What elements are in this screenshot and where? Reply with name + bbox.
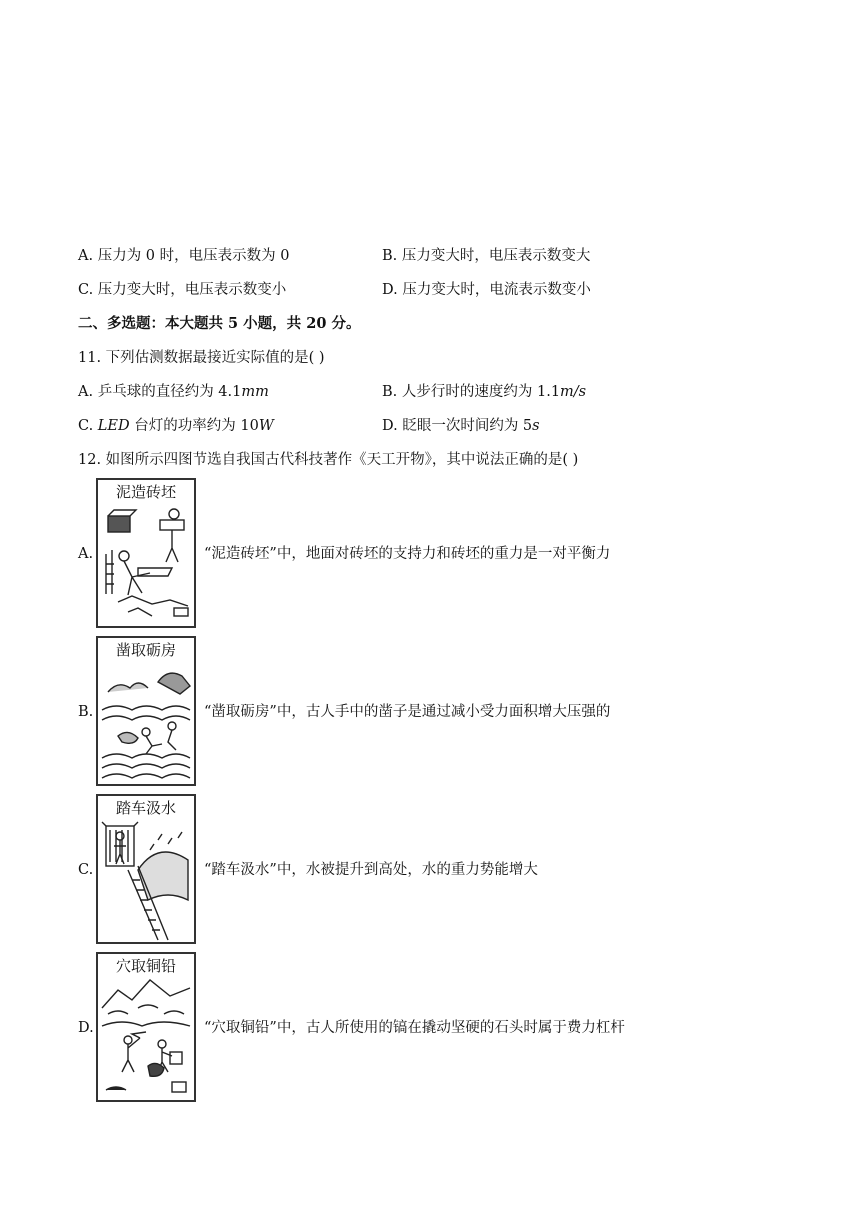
section-heading: 二、多选题：本大题共 5 小题，共 20 分。 [78,315,361,332]
q11-option-d-text: D. 眨眼一次时间约为 5 [382,418,533,434]
illustration-caption: 穴取铜铅 [115,957,176,975]
q10-option-d: D. 压力变大时，电流表示数变小 [382,282,591,298]
q11-option-c [78,416,274,436]
q12-option-d [78,952,778,1104]
q10-option-a: A. 压力为 0 时，电压表示数为 0 [78,248,290,264]
q11-option-b-unit: m/s [560,384,587,400]
q11-option-a-unit: mm [241,384,269,400]
copper-lead-mining-illustration [96,952,196,1102]
brick-making-illustration [96,478,196,628]
q11-option-b-text: B. 人步行时的速度约为 1.1 [382,384,561,400]
option-text: “凿取砺房”中，古人手中的凿子是通过减小受力面积增大压强的 [204,704,611,720]
q12-option-a [78,478,778,630]
option-letter: B. [78,704,94,720]
q11-stem: 11. 下列估测数据最接近实际值的是( ) [78,350,325,366]
option-letter: C. [78,862,94,878]
q11-option-c-led: LED [97,418,130,434]
water-treadmill-illustration [96,794,196,944]
brick-making-drawing [98,504,194,626]
q11-option-b [382,382,586,402]
illustration-caption: 泥造砖坯 [115,483,176,501]
option-text: “踏车汲水”中，水被提升到高处，水的重力势能增大 [204,862,538,878]
option-letter: D. [78,1020,94,1036]
illustration-caption: 踏车汲水 [115,799,176,817]
option-text: “泥造砖坯”中，地面对砖坯的支持力和砖坯的重力是一对平衡力 [204,546,611,562]
water-treadmill-drawing [98,820,194,942]
q11-option-c-text: 台灯的功率约为 10 [129,418,259,434]
copper-lead-mining-drawing [98,978,194,1100]
q12-stem: 12. 如图所示四图节选自我国古代科技著作《天工开物》，其中说法正确的是( ) [78,452,579,468]
q11-option-c-prefix: C. [78,418,98,434]
option-text: “穴取铜铅”中，古人所使用的镐在撬动坚硬的石头时属于费力杠杆 [204,1020,625,1036]
q11-option-a [78,382,269,402]
q10-option-c: C. 压力变大时，电压表示数变小 [78,282,287,298]
q12-option-b [78,636,778,788]
q12-option-c [78,794,778,946]
q11-option-d-unit: s [532,418,540,434]
oyster-chiseling-drawing [98,662,194,784]
q11-option-a-text: A. 乒乓球的直径约为 4.1 [78,384,242,400]
oyster-chiseling-illustration [96,636,196,786]
option-letter: A. [78,546,94,562]
q11-option-d [382,416,540,436]
q11-option-c-unit: W [258,418,274,434]
illustration-caption: 凿取砺房 [115,641,176,659]
q10-option-b: B. 压力变大时，电压表示数变大 [382,248,591,264]
